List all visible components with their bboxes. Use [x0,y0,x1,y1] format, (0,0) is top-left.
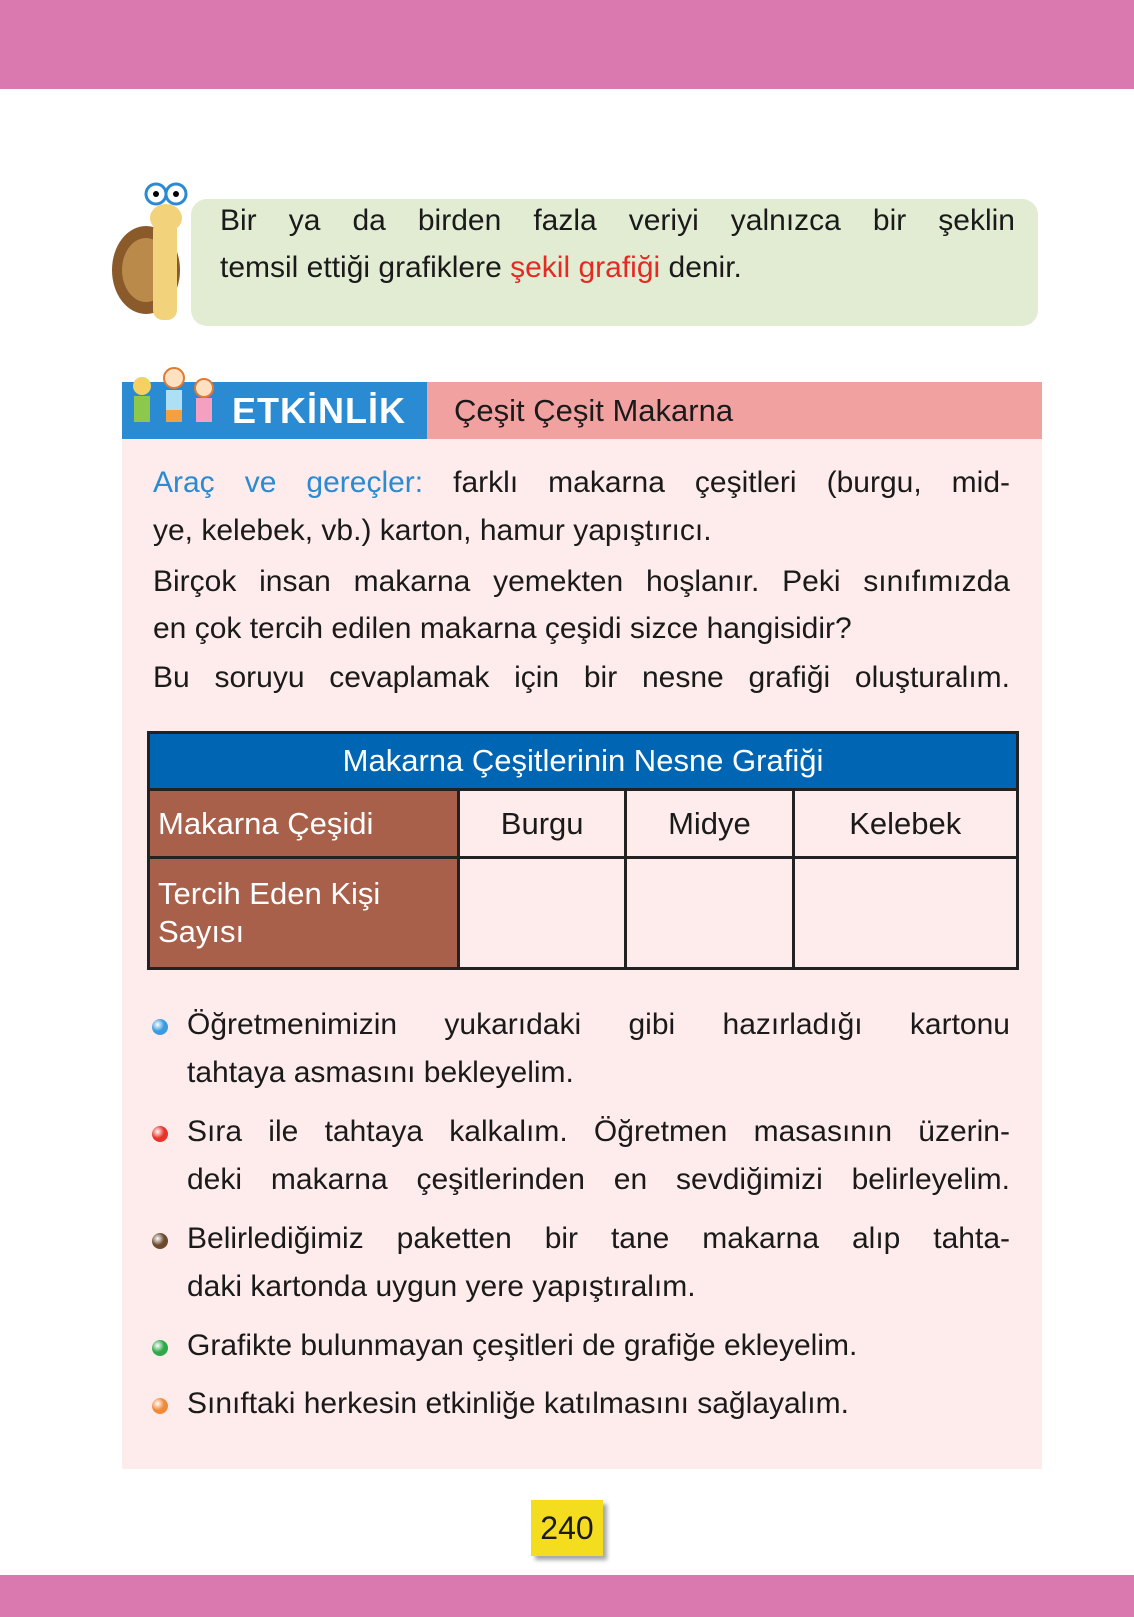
intro-line-4: en çok tercih edilen makarna çeşidi sizce hangisidir? [153,612,852,645]
bullet-line [187,1055,574,1091]
bullet-text: tahtaya asmasını bekleyelim. [187,1056,574,1089]
column-burgu: Burgu [459,790,626,858]
bullet-line [187,1162,1010,1198]
intro-text: Bu soruyu cevaplamak için bir nesne grafiği oluşturalım. [153,661,1010,694]
count-cell-burgu[interactable] [459,858,626,969]
bullet-line [187,1221,1010,1257]
bullet-text: deki makarna çeşitlerinden en sevdiğimizi belirleyelim. [187,1163,1010,1196]
info-text: denir. [660,251,742,284]
intro-line-3 [153,564,1010,600]
column-midye: Midye [626,790,793,858]
info-line-2 [220,250,742,286]
bullet-line [187,1386,849,1422]
tools-label: Araç ve gereçler: [153,466,424,499]
activity-title: Çeşit Çeşit Makarna [454,393,734,428]
bullet-line [187,1114,1010,1150]
turtle-mascot-icon [108,180,203,330]
intro-text: Birçok insan makarna yemekten hoşlanır. Peki sınıfımızda [153,565,1010,598]
column-kelebek: Kelebek [793,790,1017,858]
bullet-dot-icon [152,1233,168,1249]
bullet-text: Öğretmenimizin yukarıdaki gibi hazırladığı kartonu [187,1008,1010,1041]
bullet-text: Grafikte bulunmayan çeşitleri de grafiğe ekleyelim. [187,1329,858,1362]
bottom-band [0,1575,1134,1617]
info-text: Bir ya da birden fazla veriyi yalnızca bir şeklin [220,204,1015,237]
top-band [0,0,1134,89]
activity-label: ETKİNLİK [232,390,406,431]
tools-text: farklı makarna çeşitleri (burgu, mid- [423,466,1010,499]
bullet-text: daki kartonda uygun yere yapıştıralım. [187,1270,696,1303]
intro-text [153,465,1010,501]
children-icon [124,366,224,438]
row-header-line: Tercih Eden Kişi [158,876,381,911]
info-text: temsil ettiği grafiklere [220,251,511,284]
intro-line-2: ye, kelebek, vb.) karton, hamur yapıştırıcı. [153,514,712,547]
bullet-text: Belirlediğimiz paketten bir tane makarna alıp tahta- [187,1222,1010,1255]
bullet-dot-icon [152,1126,168,1142]
bullet-dot-icon [152,1019,168,1035]
highlight-term: şekil grafiği [510,251,661,284]
object-graph-table [147,731,1019,970]
bullet-line [187,1007,1010,1043]
intro-line-5 [153,660,1010,696]
bullet-line [187,1328,857,1364]
bullet-dot-icon [152,1340,168,1356]
row-header-type: Makarna Çeşidi [149,790,459,858]
bullet-dot-icon [152,1398,168,1414]
count-cell-midye[interactable] [626,858,793,969]
count-cell-kelebek[interactable] [793,858,1017,969]
bullet-text: Sınıftaki herkesin etkinliğe katılmasını sağlayalım. [187,1387,849,1420]
row-header-count [149,858,459,969]
row-header-line: Sayısı [158,914,245,949]
intro-line-1 [153,465,1010,501]
bullet-line [187,1269,696,1305]
page-number: 240 [531,1500,603,1556]
info-line-1 [220,203,1015,239]
table-title: Makarna Çeşitlerinin Nesne Grafiği [149,733,1018,790]
bullet-text: Sıra ile tahtaya kalkalım. Öğretmen masasının üzerin- [187,1115,1010,1148]
